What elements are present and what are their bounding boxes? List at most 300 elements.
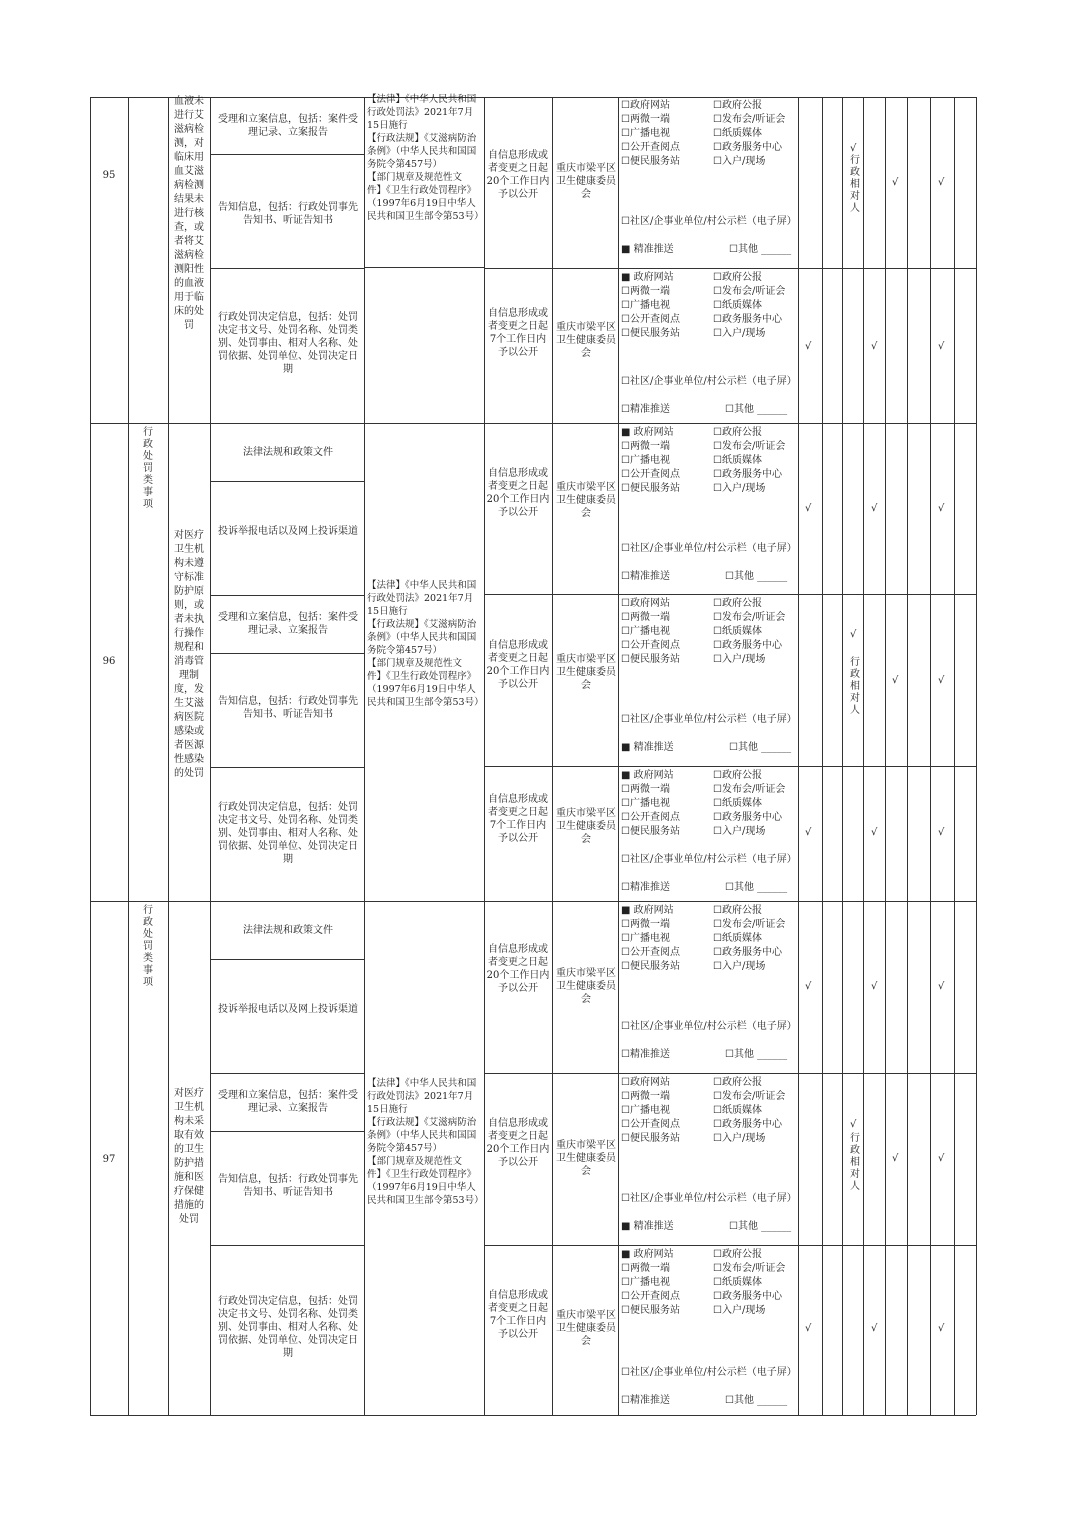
checkbox-icon: ☐ [621, 1119, 630, 1130]
channel-option [621, 482, 680, 496]
checkbox-icon: ☐ [621, 483, 630, 494]
channel-label: 纸质媒体 [721, 455, 762, 466]
checkbox-icon: ☐ [713, 286, 722, 297]
cell-line [210, 1245, 364, 1246]
channel-label: 社区/企事业单位/村公示栏（电子屏） [629, 1367, 797, 1378]
channel-option [713, 1118, 782, 1132]
cell-line [484, 766, 976, 767]
checkbox-icon: ☐ [713, 1305, 722, 1316]
channel-option [621, 403, 670, 417]
channel-label: 入户/现场 [721, 1305, 766, 1316]
channel-label: 广播电视 [629, 128, 670, 139]
channel-option: ■ 精准推送 [621, 244, 674, 255]
law-line: 【行政法规】《艾滋病防治条例》（中华人民共和国国务院令第457号） [367, 619, 477, 656]
channel-label: 政府公报 [721, 272, 762, 283]
channel-label: 发布会/听证会 [721, 784, 786, 795]
sub-item-decision: 行政处罚决定信息，包括：处罚决定书文号、处罚名称、处罚类别、处罚事由、相对人名称、处罚依据、处罚单位、处罚决定日期 [218, 312, 358, 375]
checkbox-icon: ☐ [621, 1193, 630, 1204]
channel-label: 纸质媒体 [721, 626, 762, 637]
channel-option [621, 1366, 797, 1380]
time-limit: 自信息形成或者变更之日起7个工作日内予以公开 [488, 794, 548, 844]
category: 行政处罚类事项 [143, 427, 153, 510]
channel-option: ☐其他 ______ [729, 1221, 792, 1232]
channel-option [621, 570, 670, 584]
row-separator [90, 901, 976, 902]
sub-item-filing: 受理和立案信息，包括：案件受理记录、立案报告 [218, 114, 358, 138]
agency: 重庆市梁平区卫生健康委员会 [556, 968, 616, 1005]
channel-option [713, 769, 762, 783]
col-line [618, 97, 619, 1415]
channel-option: ■ 精准推送 [621, 742, 674, 753]
checkbox-icon: ☐ [713, 798, 722, 809]
channel-label: 政府公报 [721, 1077, 762, 1088]
category: 行政处罚类事项 [143, 905, 153, 988]
checkbox-icon: ☐ [621, 1077, 630, 1088]
channel-label: 发布会/听证会 [721, 114, 786, 125]
channel-label: 其他 [733, 571, 754, 582]
checkbox-icon: ☐ [621, 455, 630, 466]
checkbox-icon: ☐ [621, 640, 630, 651]
channel-option [713, 99, 762, 113]
cell-line [210, 1073, 364, 1074]
tick-mark: √ [805, 1323, 812, 1334]
checkbox-icon: ☐ [713, 100, 722, 111]
channel-option [713, 611, 785, 625]
channel-option [621, 1262, 670, 1276]
channel-option: ☐其他 ______ [729, 742, 792, 753]
checkbox-icon: ☐ [713, 128, 722, 139]
channel-label: 两微一端 [629, 1091, 670, 1102]
channel-option [621, 127, 670, 141]
channel-label: 政府网站 [629, 100, 670, 111]
channel-option [621, 468, 680, 482]
checkbox-icon: ☐ [621, 142, 630, 153]
channel-option [621, 825, 680, 839]
checkbox-icon: ☐ [713, 272, 722, 283]
channel-label: 其他 [733, 1395, 754, 1406]
checkbox-icon: ☐ [713, 1077, 722, 1088]
channel-label: 纸质媒体 [721, 1105, 762, 1116]
channel-option [621, 932, 670, 946]
channel-label: 公开查阅点 [629, 142, 680, 153]
channel-label: 精准推送 [629, 571, 670, 582]
channel-label: 便民服务站 [629, 961, 680, 972]
channel-label: 入户/现场 [721, 826, 766, 837]
checkbox-icon: ☐ [713, 156, 722, 167]
channel-option [713, 946, 782, 960]
channel-label: 政务服务中心 [721, 640, 782, 651]
checkbox-icon: ☐ [621, 961, 630, 972]
channel-option [713, 327, 765, 341]
tick-mark: √ [938, 981, 945, 992]
time-limit: 自信息形成或者变更之日起7个工作日内予以公开 [488, 1290, 548, 1340]
law-line: 【法律】《中华人民共和国行政处罚法》2021年7月15日施行 [367, 1078, 477, 1115]
channel-option: ■ 政府网站 [621, 905, 674, 916]
channel-label: 精准推送 [629, 1395, 670, 1406]
channel-option [713, 113, 785, 127]
channel-option [621, 853, 797, 867]
col-line [210, 97, 211, 1415]
channel-options [621, 99, 797, 267]
checkbox-icon: ☐ [621, 1021, 630, 1032]
checkbox-icon: ☐ [713, 1091, 722, 1102]
channel-label: 政府公报 [721, 100, 762, 111]
channel-label: 政务服务中心 [721, 1119, 782, 1130]
channel-option [621, 285, 670, 299]
channel-option [713, 811, 782, 825]
channel-option [621, 713, 797, 727]
tick-mark: √ [871, 1323, 878, 1334]
channel-option [621, 1076, 670, 1090]
law-line: 【部门规章及规范性文件】《卫生行政处罚程序》（1997年6月19日中华人民共和国卫生部令第53号） [367, 1156, 484, 1206]
col-line [907, 97, 908, 1415]
tick-mark: √ [938, 341, 945, 352]
channel-label: 广播电视 [629, 798, 670, 809]
channel-option [713, 797, 762, 811]
checkbox-icon: ☐ [713, 770, 722, 781]
channel-option: ☐其他 ______ [725, 1049, 788, 1060]
channel-option [621, 597, 670, 611]
checkbox-icon: ☐ [621, 854, 630, 865]
channel-label: 广播电视 [629, 1277, 670, 1288]
checkbox-icon: ☐ [713, 784, 722, 795]
checkbox-icon: ☐ [621, 933, 630, 944]
channel-options [621, 597, 797, 763]
tick-mark: √ [805, 981, 812, 992]
tick-mark: √ [892, 675, 899, 686]
checkbox-icon: ☐ [621, 328, 630, 339]
checkbox-icon: ☐ [713, 114, 722, 125]
channel-label: 公开查阅点 [629, 1119, 680, 1130]
channel-label: 其他 [737, 1221, 758, 1232]
channel-label: 政务服务中心 [721, 314, 782, 325]
channel-option [621, 611, 670, 625]
channel-option [621, 797, 670, 811]
checkbox-icon: ☐ [621, 598, 630, 609]
cell-line [210, 959, 364, 960]
col-line [798, 97, 799, 1415]
checkbox-icon: ☐ [725, 1395, 734, 1406]
row-separator [90, 423, 976, 424]
channel-label: 便民服务站 [629, 156, 680, 167]
checkbox-icon: ☐ [621, 1105, 630, 1116]
channel-option [621, 1132, 680, 1146]
channel-label: 入户/现场 [721, 1133, 766, 1144]
channel-option [713, 1132, 765, 1146]
sub-item-filing: 受理和立案信息，包括：案件受理记录、立案报告 [218, 1090, 358, 1114]
checkbox-icon: ☐ [713, 919, 722, 930]
time-limit: 自信息形成或者变更之日起20个工作日内予以公开 [486, 468, 550, 518]
checkbox-icon: ☐ [621, 812, 630, 823]
channel-label: 便民服务站 [629, 1305, 680, 1316]
channel-label: 政府公报 [721, 905, 762, 916]
col-line [552, 97, 553, 1415]
cell-line [210, 653, 364, 654]
channel-label: 政府公报 [721, 1249, 762, 1260]
col-line [842, 97, 843, 1415]
law-line: 【法律】《中华人民共和国行政处罚法》2021年7月15日施行 [367, 580, 477, 617]
agency: 重庆市梁平区卫生健康委员会 [556, 482, 616, 519]
channel-options [621, 426, 797, 592]
checkbox-icon: ☐ [713, 961, 722, 972]
sub-item-notice: 告知信息，包括：行政处罚事先告知书、听证告知书 [218, 1174, 358, 1198]
channel-label: 政府公报 [721, 598, 762, 609]
disclosure-table [90, 94, 976, 1415]
cell-line [210, 481, 364, 482]
channel-label: 便民服务站 [629, 1133, 680, 1144]
checkbox-icon: ☐ [621, 469, 630, 480]
channel-option [621, 1276, 670, 1290]
checkbox-icon: ☐ [713, 1263, 722, 1274]
sub-item-notice: 告知信息，包括：行政处罚事先告知书、听证告知书 [218, 696, 358, 720]
agency: 重庆市梁平区卫生健康委员会 [556, 1140, 616, 1177]
checkbox-icon: ☐ [729, 244, 738, 255]
checkbox-icon: ☐ [621, 882, 630, 893]
channel-options [621, 769, 797, 899]
channel-label: 政府网站 [629, 1077, 670, 1088]
channel-option [713, 313, 782, 327]
checkbox-icon: ☐ [621, 1133, 630, 1144]
sub-item-filing: 受理和立案信息，包括：案件受理记录、立案报告 [218, 612, 358, 636]
channel-option [621, 1104, 670, 1118]
channel-option [713, 1104, 762, 1118]
tick-mark: √ [938, 1153, 945, 1164]
channel-label: 便民服务站 [629, 826, 680, 837]
channel-label: 其他 [733, 404, 754, 415]
cell-line [364, 267, 484, 268]
agency: 重庆市梁平区卫生健康委员会 [556, 1310, 616, 1347]
channel-option [713, 639, 782, 653]
col-line [364, 97, 365, 1415]
channel-label: 纸质媒体 [721, 933, 762, 944]
channel-label: 发布会/听证会 [721, 919, 786, 930]
checkbox-icon: ☐ [713, 328, 722, 339]
agency: 重庆市梁平区卫生健康委员会 [556, 654, 616, 691]
channel-options [621, 271, 797, 421]
channel-option [621, 783, 670, 797]
channel-label: 两微一端 [629, 784, 670, 795]
agency: 重庆市梁平区卫生健康委员会 [556, 808, 616, 845]
checkbox-icon: ☐ [621, 1367, 630, 1378]
channel-label: 政务服务中心 [721, 947, 782, 958]
channel-label: 政府公报 [721, 770, 762, 781]
channel-option: ☐其他 ______ [729, 244, 792, 255]
channel-option [713, 440, 785, 454]
channel-label: 其他 [737, 742, 758, 753]
channel-label: 便民服务站 [629, 483, 680, 494]
checkbox-icon: ☐ [621, 1049, 630, 1060]
row-number: 95 [102, 170, 116, 181]
channel-option [621, 313, 680, 327]
channel-label: 政府网站 [629, 598, 670, 609]
channel-option [713, 299, 762, 313]
channel-option [621, 1192, 797, 1206]
checkbox-icon: ☐ [729, 1221, 738, 1232]
channel-option [713, 426, 762, 440]
checkbox-icon: ☐ [713, 1291, 722, 1302]
channel-label: 社区/企事业单位/村公示栏（电子屏） [629, 376, 797, 387]
checkbox-icon: ☐ [725, 882, 734, 893]
channel-option [621, 215, 797, 229]
channel-option [621, 960, 680, 974]
cell-line [484, 1073, 976, 1074]
channel-label: 其他 [733, 882, 754, 893]
cell-line [484, 594, 976, 595]
channel-option [713, 1248, 762, 1262]
checkbox-icon: ☐ [621, 1091, 630, 1102]
channel-label: 政府公报 [721, 427, 762, 438]
checkbox-icon: ☐ [713, 598, 722, 609]
legal-basis [367, 579, 484, 709]
channel-option [713, 783, 785, 797]
checkbox-icon: ☐ [621, 543, 630, 554]
channel-label: 政务服务中心 [721, 812, 782, 823]
checkbox-icon: ☐ [713, 947, 722, 958]
channel-label: 公开查阅点 [629, 947, 680, 958]
checkbox-icon: ☐ [621, 919, 630, 930]
checkbox-icon: ☐ [713, 812, 722, 823]
channel-option [621, 327, 680, 341]
channel-option [621, 1020, 797, 1034]
checkbox-icon: ☐ [621, 654, 630, 665]
tick-mark: √ [938, 1323, 945, 1334]
channel-option: ■ 政府网站 [621, 1249, 674, 1260]
channel-option [621, 542, 797, 556]
checkbox-icon: ☐ [621, 404, 630, 415]
channel-option: ☐其他 ______ [725, 571, 788, 582]
item-description: 对医疗卫生机构未采取有效的卫生防护措施和医疗保健措施的处罚 [174, 1088, 204, 1225]
channel-option [713, 1090, 785, 1104]
checkbox-icon: ☐ [713, 483, 722, 494]
checkbox-icon: ☐ [729, 742, 738, 753]
channel-label: 入户/现场 [721, 328, 766, 339]
law-line: 【法律】《中华人民共和国行政处罚法》2021年7月15日施行 [367, 94, 477, 131]
channel-label: 社区/企事业单位/村公示栏（电子屏） [629, 1193, 797, 1204]
channel-option [621, 1118, 680, 1132]
subject-label: 行政相对人 [850, 155, 860, 214]
channel-option [621, 625, 670, 639]
tick-mark: √ [892, 1153, 899, 1164]
channel-label: 发布会/听证会 [721, 1263, 786, 1274]
channel-option [713, 1262, 785, 1276]
checkbox-icon: ☐ [713, 427, 722, 438]
checkbox-icon: ☐ [621, 571, 630, 582]
channel-label: 精准推送 [629, 1049, 670, 1060]
col-line [930, 97, 931, 1415]
tick-mark: √ [938, 177, 945, 188]
channel-option [621, 1394, 670, 1408]
channel-option [713, 918, 785, 932]
channel-label: 社区/企事业单位/村公示栏（电子屏） [629, 714, 797, 725]
channel-label: 发布会/听证会 [721, 441, 786, 452]
channel-label: 广播电视 [629, 455, 670, 466]
channel-option [713, 932, 762, 946]
col-line [863, 97, 864, 1415]
channel-option [621, 1048, 670, 1062]
checkbox-icon: ☐ [713, 654, 722, 665]
channel-option [621, 299, 670, 313]
channel-label: 两微一端 [629, 286, 670, 297]
channel-option [621, 454, 670, 468]
checkbox-icon: ☐ [621, 128, 630, 139]
channel-label: 社区/企事业单位/村公示栏（电子屏） [629, 1021, 797, 1032]
tick-mark: √ [805, 827, 812, 838]
channel-label: 便民服务站 [629, 328, 680, 339]
channel-option [713, 1076, 762, 1090]
channel-option [621, 375, 797, 389]
channel-option [713, 1276, 762, 1290]
tick-mark: √ [871, 981, 878, 992]
subject-label: 行政相对人 [850, 657, 860, 716]
channel-label: 社区/企事业单位/村公示栏（电子屏） [629, 543, 797, 554]
checkbox-icon: ☐ [621, 1291, 630, 1302]
row-number: 97 [102, 1154, 116, 1165]
law-line: 【部门规章及规范性文件】《卫生行政处罚程序》（1997年6月19日中华人民共和国卫生部令第53号） [367, 172, 484, 222]
checkbox-icon: ☐ [725, 571, 734, 582]
sub-item-complaint: 投诉举报电话以及网上投诉渠道 [218, 526, 358, 537]
checkbox-icon: ☐ [713, 826, 722, 837]
checkbox-icon: ☐ [713, 1105, 722, 1116]
channel-option [713, 1290, 782, 1304]
checkbox-icon: ☐ [713, 1133, 722, 1144]
channel-label: 纸质媒体 [721, 300, 762, 311]
channel-option [621, 1290, 680, 1304]
channel-option [713, 285, 785, 299]
checkbox-icon: ☐ [725, 404, 734, 415]
checkbox-icon: ☐ [713, 469, 722, 480]
channel-option [621, 811, 680, 825]
row-number: 96 [102, 656, 116, 667]
channel-label: 其他 [737, 244, 758, 255]
channel-label: 政务服务中心 [721, 142, 782, 153]
channel-label: 社区/企事业单位/村公示栏（电子屏） [629, 854, 797, 865]
sub-item-decision: 行政处罚决定信息，包括：处罚决定书文号、处罚名称、处罚类别、处罚事由、相对人名称、处罚依据、处罚单位、处罚决定日期 [218, 802, 358, 865]
sub-item-complaint: 投诉举报电话以及网上投诉渠道 [218, 1004, 358, 1015]
col-line [168, 97, 169, 1415]
channel-label: 入户/现场 [721, 156, 766, 167]
tick-mark: √ [805, 341, 812, 352]
channel-label: 公开查阅点 [629, 314, 680, 325]
checkbox-icon: ☐ [713, 640, 722, 651]
channel-label: 入户/现场 [721, 961, 766, 972]
channel-label: 政务服务中心 [721, 1291, 782, 1302]
checkbox-icon: ☐ [621, 612, 630, 623]
channel-label: 两微一端 [629, 1263, 670, 1274]
legal-basis [367, 93, 484, 223]
checkbox-icon: ☐ [713, 441, 722, 452]
channel-option: ☐其他 ______ [725, 404, 788, 415]
channel-label: 政务服务中心 [721, 469, 782, 480]
checkbox-icon: ☐ [621, 1263, 630, 1274]
checkbox-icon: ☐ [713, 933, 722, 944]
checkbox-icon: ☐ [621, 216, 630, 227]
checkbox-icon: ☐ [713, 300, 722, 311]
channel-option [713, 960, 765, 974]
checkbox-icon: ☐ [621, 798, 630, 809]
sub-item-notice: 告知信息，包括：行政处罚事先告知书、听证告知书 [218, 202, 358, 226]
col-line [822, 97, 823, 1415]
channel-label: 其他 [733, 1049, 754, 1060]
channel-option [621, 440, 670, 454]
channel-option [621, 1090, 670, 1104]
cell-line [210, 595, 364, 596]
channel-label: 发布会/听证会 [721, 612, 786, 623]
channel-option [621, 918, 670, 932]
tick-mark: √ [871, 827, 878, 838]
channel-options [621, 1076, 797, 1242]
channel-option [713, 468, 782, 482]
time-limit: 自信息形成或者变更之日起20个工作日内予以公开 [486, 944, 550, 994]
